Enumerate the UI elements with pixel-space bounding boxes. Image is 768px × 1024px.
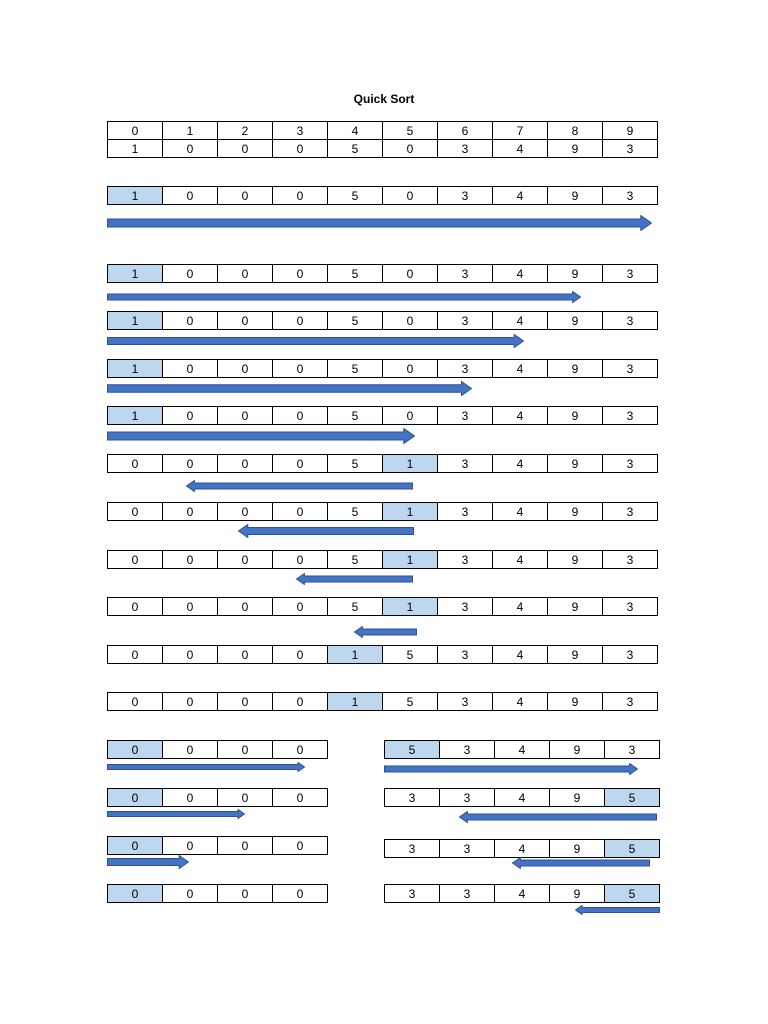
array-row — [107, 264, 658, 283]
pivot-cell: 1 — [107, 264, 163, 283]
array-row — [107, 884, 328, 903]
arrow-right-icon — [107, 334, 524, 348]
array-cell: 0 — [272, 454, 328, 473]
array-cell: 3 — [602, 264, 658, 283]
array-cell: 0 — [217, 139, 273, 158]
array-cell: 9 — [547, 645, 603, 664]
array-row — [107, 139, 658, 158]
arrow-right-icon — [107, 291, 581, 303]
array-cell: 4 — [492, 597, 548, 616]
array-cell: 9 — [547, 406, 603, 425]
array-cell: 5 — [327, 406, 383, 425]
array-cell: 3 — [604, 740, 660, 759]
array-cell: 3 — [602, 406, 658, 425]
array-cell: 9 — [547, 186, 603, 205]
array-row — [107, 692, 658, 711]
array-cell: 0 — [272, 836, 328, 855]
array-cell: 3 — [439, 788, 495, 807]
pivot-cell: 1 — [107, 311, 163, 330]
array-cell: 9 — [547, 692, 603, 711]
array-cell: 0 — [162, 597, 218, 616]
array-cell: 5 — [327, 264, 383, 283]
array-cell: 0 — [217, 692, 273, 711]
array-cell: 0 — [217, 264, 273, 283]
array-cell: 3 — [437, 502, 493, 521]
pivot-cell: 1 — [107, 186, 163, 205]
array-cell: 0 — [162, 884, 218, 903]
array-cell: 5 — [327, 502, 383, 521]
array-cell: 3 — [439, 884, 495, 903]
array-cell: 3 — [384, 839, 440, 858]
pivot-cell: 0 — [107, 740, 163, 759]
array-cell: 0 — [162, 502, 218, 521]
pivot-cell: 0 — [107, 836, 163, 855]
array-cell: 5 — [327, 311, 383, 330]
array-cell: 0 — [272, 264, 328, 283]
array-cell: 9 — [602, 121, 658, 140]
array-cell: 0 — [217, 597, 273, 616]
array-cell: 0 — [217, 740, 273, 759]
array-cell: 4 — [494, 839, 550, 858]
array-row — [107, 121, 658, 140]
array-cell: 3 — [602, 692, 658, 711]
array-cell: 4 — [494, 740, 550, 759]
array-cell: 0 — [107, 502, 163, 521]
array-cell: 0 — [272, 788, 328, 807]
pivot-cell: 5 — [604, 788, 660, 807]
array-cell: 4 — [492, 502, 548, 521]
array-cell: 0 — [162, 359, 218, 378]
array-cell: 9 — [549, 839, 605, 858]
array-cell: 3 — [384, 788, 440, 807]
arrow-right-icon — [107, 762, 305, 772]
arrow-left-icon — [354, 626, 417, 638]
array-row — [107, 550, 658, 569]
array-cell: 0 — [217, 550, 273, 569]
array-row — [107, 454, 658, 473]
array-cell: 3 — [602, 502, 658, 521]
array-row — [107, 359, 658, 378]
array-cell: 9 — [549, 740, 605, 759]
array-cell: 0 — [107, 692, 163, 711]
array-cell: 0 — [107, 550, 163, 569]
array-cell: 0 — [162, 139, 218, 158]
arrow-right-icon — [107, 428, 415, 444]
array-cell: 3 — [437, 550, 493, 569]
array-row — [107, 645, 658, 664]
arrow-left-icon — [238, 524, 414, 538]
array-cell: 0 — [217, 311, 273, 330]
array-cell: 5 — [327, 550, 383, 569]
array-cell: 4 — [327, 121, 383, 140]
array-cell: 0 — [162, 740, 218, 759]
array-cell: 0 — [382, 139, 438, 158]
array-cell: 0 — [217, 186, 273, 205]
array-row — [384, 740, 660, 759]
pivot-cell: 1 — [327, 645, 383, 664]
array-cell: 3 — [437, 359, 493, 378]
array-cell: 0 — [382, 186, 438, 205]
array-cell: 0 — [382, 359, 438, 378]
array-row — [384, 884, 660, 903]
array-cell: 5 — [382, 645, 438, 664]
array-cell: 3 — [602, 311, 658, 330]
array-cell: 0 — [162, 692, 218, 711]
array-row — [107, 502, 658, 521]
array-cell: 0 — [272, 502, 328, 521]
pivot-cell: 1 — [107, 406, 163, 425]
array-cell: 4 — [492, 359, 548, 378]
array-row — [107, 836, 328, 855]
array-cell: 4 — [492, 406, 548, 425]
arrow-right-icon — [107, 855, 189, 869]
arrow-left-icon — [512, 857, 650, 869]
array-cell: 0 — [217, 788, 273, 807]
array-cell: 3 — [437, 264, 493, 283]
array-row — [107, 186, 658, 205]
array-cell: 0 — [217, 406, 273, 425]
array-cell: 4 — [492, 550, 548, 569]
array-cell: 0 — [272, 645, 328, 664]
array-cell: 5 — [327, 186, 383, 205]
arrow-right-icon — [384, 763, 638, 775]
array-cell: 3 — [437, 406, 493, 425]
array-cell: 5 — [327, 597, 383, 616]
array-cell: 6 — [437, 121, 493, 140]
array-cell: 0 — [272, 359, 328, 378]
array-cell: 3 — [437, 597, 493, 616]
array-cell: 0 — [162, 836, 218, 855]
arrow-left-icon — [459, 811, 657, 823]
array-cell: 9 — [547, 139, 603, 158]
array-cell: 4 — [492, 186, 548, 205]
array-cell: 3 — [437, 311, 493, 330]
array-cell: 2 — [217, 121, 273, 140]
array-cell: 3 — [437, 139, 493, 158]
array-cell: 0 — [217, 359, 273, 378]
array-row — [107, 740, 328, 759]
arrow-right-icon — [107, 809, 245, 819]
arrow-left-icon — [186, 480, 413, 492]
array-cell: 9 — [547, 264, 603, 283]
array-cell: 4 — [492, 645, 548, 664]
array-cell: 0 — [162, 186, 218, 205]
array-cell: 0 — [162, 311, 218, 330]
array-cell: 3 — [439, 740, 495, 759]
array-cell: 3 — [602, 645, 658, 664]
array-cell: 4 — [494, 884, 550, 903]
array-cell: 5 — [327, 139, 383, 158]
array-row — [384, 788, 660, 807]
array-cell: 0 — [272, 550, 328, 569]
array-cell: 9 — [547, 359, 603, 378]
page-title: Quick Sort — [353, 92, 415, 106]
pivot-cell: 1 — [327, 692, 383, 711]
array-row — [107, 406, 658, 425]
arrow-right-icon — [107, 381, 472, 396]
array-cell: 4 — [492, 139, 548, 158]
array-row — [107, 597, 658, 616]
array-cell: 0 — [162, 550, 218, 569]
array-row — [384, 839, 660, 858]
array-cell: 0 — [217, 884, 273, 903]
array-row — [107, 311, 658, 330]
array-cell: 3 — [602, 454, 658, 473]
array-cell: 4 — [492, 692, 548, 711]
array-cell: 9 — [547, 502, 603, 521]
arrow-left-icon — [296, 573, 413, 585]
array-cell: 4 — [492, 454, 548, 473]
array-cell: 0 — [217, 502, 273, 521]
array-cell: 8 — [547, 121, 603, 140]
array-cell: 0 — [382, 406, 438, 425]
array-cell: 3 — [437, 645, 493, 664]
array-cell: 0 — [272, 740, 328, 759]
array-cell: 0 — [162, 454, 218, 473]
array-cell: 9 — [547, 454, 603, 473]
array-row — [107, 788, 328, 807]
array-cell: 3 — [437, 692, 493, 711]
array-cell: 5 — [327, 454, 383, 473]
array-cell: 9 — [549, 884, 605, 903]
array-cell: 0 — [217, 645, 273, 664]
pivot-cell: 5 — [604, 884, 660, 903]
array-cell: 3 — [437, 186, 493, 205]
array-cell: 4 — [492, 311, 548, 330]
array-cell: 4 — [492, 264, 548, 283]
pivot-cell: 1 — [382, 597, 438, 616]
array-cell: 9 — [549, 788, 605, 807]
arrow-left-icon — [575, 905, 660, 915]
pivot-cell: 1 — [382, 502, 438, 521]
pivot-cell: 1 — [382, 454, 438, 473]
array-cell: 0 — [107, 454, 163, 473]
array-cell: 4 — [494, 788, 550, 807]
array-cell: 0 — [217, 836, 273, 855]
array-cell: 0 — [272, 884, 328, 903]
array-cell: 0 — [162, 264, 218, 283]
array-cell: 0 — [272, 406, 328, 425]
array-cell: 5 — [327, 359, 383, 378]
array-cell: 0 — [272, 692, 328, 711]
array-cell: 5 — [382, 121, 438, 140]
pivot-cell: 1 — [107, 359, 163, 378]
array-cell: 0 — [382, 311, 438, 330]
array-cell: 3 — [602, 359, 658, 378]
array-cell: 3 — [439, 839, 495, 858]
array-cell: 0 — [162, 645, 218, 664]
pivot-cell: 0 — [107, 884, 163, 903]
array-cell: 7 — [492, 121, 548, 140]
array-cell: 1 — [162, 121, 218, 140]
array-cell: 0 — [272, 186, 328, 205]
pivot-cell: 5 — [604, 839, 660, 858]
array-cell: 0 — [272, 311, 328, 330]
array-cell: 3 — [272, 121, 328, 140]
array-cell: 3 — [602, 550, 658, 569]
array-cell: 0 — [107, 121, 163, 140]
array-cell: 0 — [162, 406, 218, 425]
array-cell: 0 — [107, 645, 163, 664]
array-cell: 0 — [107, 597, 163, 616]
pivot-cell: 5 — [384, 740, 440, 759]
array-cell: 0 — [382, 264, 438, 283]
array-cell: 0 — [217, 454, 273, 473]
pivot-cell: 1 — [382, 550, 438, 569]
array-cell: 9 — [547, 597, 603, 616]
pivot-cell: 0 — [107, 788, 163, 807]
array-cell: 3 — [602, 186, 658, 205]
array-cell: 0 — [162, 788, 218, 807]
array-cell: 0 — [272, 139, 328, 158]
array-cell: 3 — [384, 884, 440, 903]
array-cell: 0 — [272, 597, 328, 616]
array-cell: 3 — [602, 597, 658, 616]
array-cell: 9 — [547, 311, 603, 330]
array-cell: 5 — [382, 692, 438, 711]
array-cell: 9 — [547, 550, 603, 569]
array-cell: 1 — [107, 139, 163, 158]
array-cell: 3 — [437, 454, 493, 473]
array-cell: 3 — [602, 139, 658, 158]
arrow-right-icon — [107, 215, 652, 231]
